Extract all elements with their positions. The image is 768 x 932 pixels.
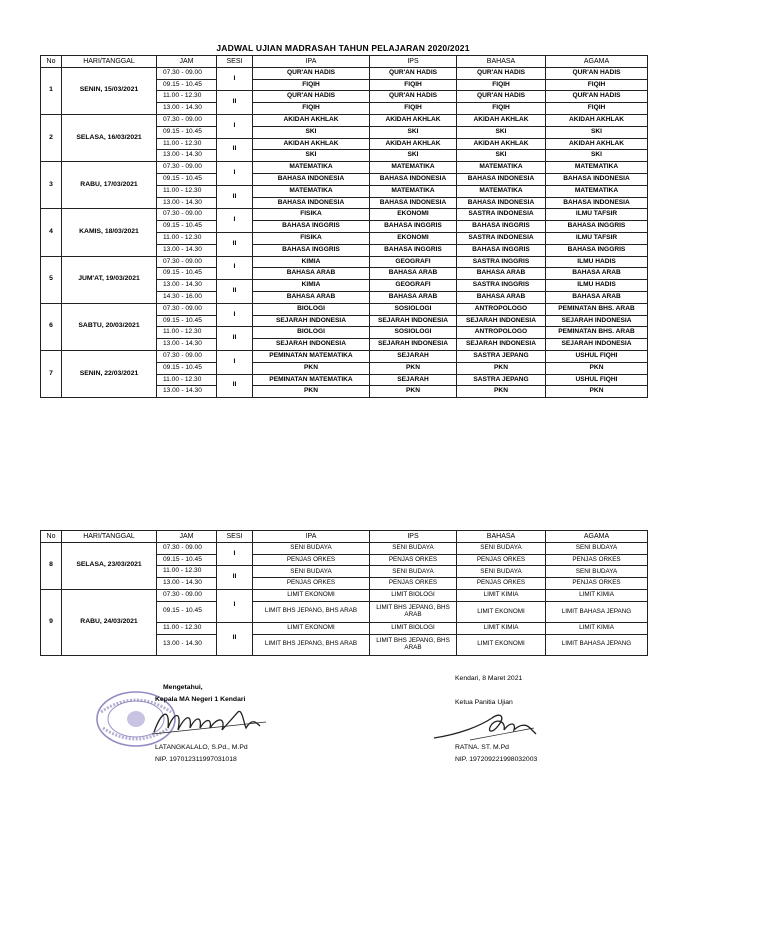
subject-bahasa: SASTRA JEPANG bbox=[457, 350, 546, 362]
time-slot: 11.00 - 12.30 bbox=[157, 374, 217, 386]
subject-agama: PEMINATAN BHS. ARAB bbox=[546, 327, 648, 339]
column-header: BAHASA bbox=[457, 531, 546, 543]
subject-agama: PENJAS ORKES bbox=[546, 578, 648, 590]
subject-agama: SENI BUDAYA bbox=[546, 566, 648, 578]
subject-ipa: SEJARAH INDONESIA bbox=[253, 315, 370, 327]
subject-agama: ILMU HADIS bbox=[546, 256, 648, 268]
subject-ips: SENI BUDAYA bbox=[370, 566, 457, 578]
subject-ips: LIMIT BIOLOGI bbox=[370, 589, 457, 601]
subject-ips: BAHASA INGGRIS bbox=[370, 244, 457, 256]
time-slot: 11.00 - 12.30 bbox=[157, 185, 217, 197]
subject-ipa: SKI bbox=[253, 126, 370, 138]
subject-ips: BAHASA INDONESIA bbox=[370, 173, 457, 185]
subject-ips: GEOGRAFI bbox=[370, 280, 457, 292]
subject-ipa: SEJARAH INDONESIA bbox=[253, 339, 370, 351]
time-slot: 07.30 - 09.00 bbox=[157, 350, 217, 362]
session-number: I bbox=[217, 589, 253, 622]
subject-ipa: LIMIT BHS JEPANG, BHS ARAB bbox=[253, 634, 370, 655]
subject-agama: USHUL FIQHI bbox=[546, 350, 648, 362]
subject-agama: ILMU HADIS bbox=[546, 280, 648, 292]
subject-agama: FIQIH bbox=[546, 79, 648, 91]
subject-agama: BAHASA ARAB bbox=[546, 268, 648, 280]
time-slot: 13.00 - 14.30 bbox=[157, 103, 217, 115]
subject-ips: SOSIOLOGI bbox=[370, 303, 457, 315]
column-header: BAHASA bbox=[457, 56, 546, 68]
committee-role: Ketua Panitia Ujian bbox=[455, 699, 513, 706]
subject-ipa: FISIKA bbox=[253, 209, 370, 221]
subject-ipa: MATEMATIKA bbox=[253, 185, 370, 197]
subject-ipa: LIMIT EKONOMI bbox=[253, 622, 370, 634]
day-date: SELASA, 16/03/2021 bbox=[62, 114, 157, 161]
session-number: I bbox=[217, 209, 253, 233]
header-row bbox=[41, 56, 648, 68]
subject-ipa: QUR'AN HADIS bbox=[253, 91, 370, 103]
time-slot: 09.15 - 10.45 bbox=[157, 126, 217, 138]
subject-bahasa: BAHASA INGGRIS bbox=[457, 244, 546, 256]
subject-ipa: MATEMATIKA bbox=[253, 162, 370, 174]
subject-bahasa: MATEMATIKA bbox=[457, 185, 546, 197]
time-slot: 11.00 - 12.30 bbox=[157, 138, 217, 150]
acknowledged-label: Mengetahui, bbox=[163, 684, 203, 691]
schedule-table-2 bbox=[40, 530, 648, 656]
subject-agama: ILMU TAFSIR bbox=[546, 209, 648, 221]
table-row bbox=[41, 67, 648, 79]
subject-agama: SENI BUDAYA bbox=[546, 542, 648, 554]
subject-ipa: SENI BUDAYA bbox=[253, 542, 370, 554]
subject-ips: MATEMATIKA bbox=[370, 162, 457, 174]
committee-signature bbox=[430, 708, 540, 742]
subject-agama: BAHASA INGGRIS bbox=[546, 221, 648, 233]
subject-agama: MATEMATIKA bbox=[546, 185, 648, 197]
subject-bahasa: PKN bbox=[457, 362, 546, 374]
subject-agama: BAHASA INDONESIA bbox=[546, 197, 648, 209]
subject-ipa: KIMIA bbox=[253, 280, 370, 292]
table-row bbox=[41, 114, 648, 126]
session-number: II bbox=[217, 232, 253, 256]
subject-bahasa: BAHASA ARAB bbox=[457, 291, 546, 303]
time-slot: 07.30 - 09.00 bbox=[157, 542, 217, 554]
day-number: 5 bbox=[41, 256, 62, 303]
subject-ips: QUR'AN HADIS bbox=[370, 91, 457, 103]
committee-name: RATNA. ST. M.Pd bbox=[455, 744, 509, 751]
subject-bahasa: SASTRA JEPANG bbox=[457, 374, 546, 386]
subject-agama: PKN bbox=[546, 386, 648, 398]
page-title: JADWAL UJIAN MADRASAH TAHUN PELAJARAN 2020/2021 bbox=[216, 43, 470, 53]
day-date: JUM'AT, 19/03/2021 bbox=[62, 256, 157, 303]
subject-ipa: FIQIH bbox=[253, 79, 370, 91]
subject-ipa: BAHASA INDONESIA bbox=[253, 173, 370, 185]
subject-agama: SEJARAH INDONESIA bbox=[546, 339, 648, 351]
session-number: II bbox=[217, 138, 253, 162]
subject-ips: SENI BUDAYA bbox=[370, 542, 457, 554]
subject-agama: AKIDAH AKHLAK bbox=[546, 138, 648, 150]
session-number: II bbox=[217, 91, 253, 115]
subject-ips: BAHASA ARAB bbox=[370, 291, 457, 303]
subject-bahasa: SASTRA INGGRIS bbox=[457, 280, 546, 292]
subject-ipa: BIOLOGI bbox=[253, 303, 370, 315]
day-date: SENIN, 15/03/2021 bbox=[62, 67, 157, 114]
subject-ipa: KIMIA bbox=[253, 256, 370, 268]
subject-ips: LIMIT BHS JEPANG, BHS ARAB bbox=[370, 634, 457, 655]
time-slot: 09.15 - 10.45 bbox=[157, 173, 217, 185]
subject-bahasa: ANTROPOLOGO bbox=[457, 327, 546, 339]
subject-bahasa: SEJARAH INDONESIA bbox=[457, 339, 546, 351]
table-row bbox=[41, 589, 648, 601]
subject-agama: PEMINATAN BHS. ARAB bbox=[546, 303, 648, 315]
headmaster-signature bbox=[148, 704, 268, 738]
subject-agama: LIMIT KIMIA bbox=[546, 622, 648, 634]
subject-bahasa: QUR'AN HADIS bbox=[457, 67, 546, 79]
day-number: 4 bbox=[41, 209, 62, 256]
subject-agama: ILMU TAFSIR bbox=[546, 232, 648, 244]
subject-ipa: FIQIH bbox=[253, 103, 370, 115]
session-number: I bbox=[217, 67, 253, 91]
headmaster-nip: NIP. 197012311997031018 bbox=[155, 756, 237, 763]
time-slot: 09.15 - 10.45 bbox=[157, 221, 217, 233]
subject-bahasa: BAHASA INDONESIA bbox=[457, 197, 546, 209]
time-slot: 13.00 - 14.30 bbox=[157, 244, 217, 256]
time-slot: 07.30 - 09.00 bbox=[157, 67, 217, 79]
subject-agama: AKIDAH AKHLAK bbox=[546, 114, 648, 126]
subject-ipa: SKI bbox=[253, 150, 370, 162]
day-date: SABTU, 20/03/2021 bbox=[62, 303, 157, 350]
time-slot: 09.15 - 10.45 bbox=[157, 554, 217, 566]
time-slot: 07.30 - 09.00 bbox=[157, 589, 217, 601]
subject-agama: QUR'AN HADIS bbox=[546, 91, 648, 103]
session-number: II bbox=[217, 185, 253, 209]
subject-ipa: LIMIT BHS JEPANG, BHS ARAB bbox=[253, 601, 370, 622]
subject-bahasa: SASTRA INDONESIA bbox=[457, 232, 546, 244]
subject-ipa: AKIDAH AKHLAK bbox=[253, 114, 370, 126]
subject-bahasa: SKI bbox=[457, 126, 546, 138]
subject-agama: LIMIT BAHASA JEPANG bbox=[546, 601, 648, 622]
column-header: No bbox=[41, 531, 62, 543]
subject-ips: SKI bbox=[370, 126, 457, 138]
subject-ips: AKIDAH AKHLAK bbox=[370, 114, 457, 126]
subject-bahasa: LIMIT EKONOMI bbox=[457, 634, 546, 655]
subject-bahasa: AKIDAH AKHLAK bbox=[457, 114, 546, 126]
subject-bahasa: MATEMATIKA bbox=[457, 162, 546, 174]
subject-ips: FIQIH bbox=[370, 103, 457, 115]
subject-agama: BAHASA INGGRIS bbox=[546, 244, 648, 256]
session-number: I bbox=[217, 256, 253, 280]
subject-ips: MATEMATIKA bbox=[370, 185, 457, 197]
time-slot: 09.15 - 10.45 bbox=[157, 362, 217, 374]
subject-agama: LIMIT BAHASA JEPANG bbox=[546, 634, 648, 655]
time-slot: 07.30 - 09.00 bbox=[157, 303, 217, 315]
subject-ips: PENJAS ORKES bbox=[370, 578, 457, 590]
subject-bahasa: LIMIT KIMIA bbox=[457, 622, 546, 634]
subject-bahasa: PENJAS ORKES bbox=[457, 554, 546, 566]
subject-ipa: BIOLOGI bbox=[253, 327, 370, 339]
column-header: AGAMA bbox=[546, 56, 648, 68]
subject-bahasa: SENI BUDAYA bbox=[457, 566, 546, 578]
column-header: SESI bbox=[217, 531, 253, 543]
subject-ipa: BAHASA INDONESIA bbox=[253, 197, 370, 209]
session-number: II bbox=[217, 566, 253, 590]
column-header: IPA bbox=[253, 531, 370, 543]
time-slot: 09.15 - 10.45 bbox=[157, 315, 217, 327]
column-header: HARI/TANGGAL bbox=[62, 531, 157, 543]
subject-ipa: PEMINATAN MATEMATIKA bbox=[253, 350, 370, 362]
subject-bahasa: LIMIT KIMIA bbox=[457, 589, 546, 601]
subject-agama: SKI bbox=[546, 150, 648, 162]
subject-ips: EKONOMI bbox=[370, 209, 457, 221]
subject-ips: QUR'AN HADIS bbox=[370, 67, 457, 79]
subject-agama: BAHASA INDONESIA bbox=[546, 173, 648, 185]
subject-agama: QUR'AN HADIS bbox=[546, 67, 648, 79]
table-row bbox=[41, 162, 648, 174]
subject-ipa: PKN bbox=[253, 386, 370, 398]
subject-bahasa: BAHASA INGGRIS bbox=[457, 221, 546, 233]
subject-ipa: PENJAS ORKES bbox=[253, 554, 370, 566]
table-row bbox=[41, 256, 648, 268]
subject-ipa: AKIDAH AKHLAK bbox=[253, 138, 370, 150]
column-header: JAM bbox=[157, 531, 217, 543]
column-header: JAM bbox=[157, 56, 217, 68]
subject-ipa: BAHASA INGGRIS bbox=[253, 221, 370, 233]
time-slot: 13.00 - 14.30 bbox=[157, 578, 217, 590]
time-slot: 14.30 - 16.00 bbox=[157, 291, 217, 303]
time-slot: 09.15 - 10.45 bbox=[157, 79, 217, 91]
table-row bbox=[41, 303, 648, 315]
time-slot: 11.00 - 12.30 bbox=[157, 566, 217, 578]
subject-bahasa: SENI BUDAYA bbox=[457, 542, 546, 554]
subject-ips: PKN bbox=[370, 386, 457, 398]
time-slot: 13.00 - 14.30 bbox=[157, 197, 217, 209]
time-slot: 13.00 - 14.30 bbox=[157, 339, 217, 351]
subject-agama: PKN bbox=[546, 362, 648, 374]
header-row bbox=[41, 531, 648, 543]
subject-bahasa: FIQIH bbox=[457, 79, 546, 91]
column-header: AGAMA bbox=[546, 531, 648, 543]
subject-agama: SEJARAH INDONESIA bbox=[546, 315, 648, 327]
subject-ipa: FISIKA bbox=[253, 232, 370, 244]
time-slot: 07.30 - 09.00 bbox=[157, 114, 217, 126]
session-number: II bbox=[217, 622, 253, 655]
day-number: 7 bbox=[41, 350, 62, 397]
subject-ipa: QUR'AN HADIS bbox=[253, 67, 370, 79]
subject-ips: SEJARAH bbox=[370, 374, 457, 386]
day-number: 8 bbox=[41, 542, 62, 589]
subject-ipa: LIMIT EKONOMI bbox=[253, 589, 370, 601]
day-date: SENIN, 22/03/2021 bbox=[62, 350, 157, 397]
subject-bahasa: SKI bbox=[457, 150, 546, 162]
time-slot: 09.15 - 10.45 bbox=[157, 601, 217, 622]
subject-bahasa: BAHASA ARAB bbox=[457, 268, 546, 280]
headmaster-title: Kepala MA Negeri 1 Kendari bbox=[155, 696, 246, 703]
column-header: No bbox=[41, 56, 62, 68]
session-number: I bbox=[217, 114, 253, 138]
subject-ipa: SENI BUDAYA bbox=[253, 566, 370, 578]
subject-agama: LIMIT KIMIA bbox=[546, 589, 648, 601]
session-number: I bbox=[217, 162, 253, 186]
subject-bahasa: PENJAS ORKES bbox=[457, 578, 546, 590]
place-date: Kendari, 8 Maret 2021 bbox=[455, 675, 523, 682]
subject-agama: FIQIH bbox=[546, 103, 648, 115]
column-header: IPS bbox=[370, 531, 457, 543]
subject-ips: AKIDAH AKHLAK bbox=[370, 138, 457, 150]
subject-bahasa: QUR'AN HADIS bbox=[457, 91, 546, 103]
subject-bahasa: FIQIH bbox=[457, 103, 546, 115]
subject-ips: GEOGRAFI bbox=[370, 256, 457, 268]
time-slot: 13.00 - 14.30 bbox=[157, 150, 217, 162]
subject-ipa: BAHASA ARAB bbox=[253, 291, 370, 303]
session-number: I bbox=[217, 350, 253, 374]
time-slot: 11.00 - 12.30 bbox=[157, 232, 217, 244]
subject-agama: SKI bbox=[546, 126, 648, 138]
day-date: RABU, 17/03/2021 bbox=[62, 162, 157, 209]
subject-ips: SKI bbox=[370, 150, 457, 162]
subject-bahasa: SEJARAH INDONESIA bbox=[457, 315, 546, 327]
subject-bahasa: LIMIT EKONOMI bbox=[457, 601, 546, 622]
subject-ips: LIMIT BHS JEPANG, BHS ARAB bbox=[370, 601, 457, 622]
day-number: 2 bbox=[41, 114, 62, 161]
subject-ips: BAHASA ARAB bbox=[370, 268, 457, 280]
day-date: KAMIS, 18/03/2021 bbox=[62, 209, 157, 256]
subject-ipa: PENJAS ORKES bbox=[253, 578, 370, 590]
subject-bahasa: ANTROPOLOGO bbox=[457, 303, 546, 315]
subject-agama: USHUL FIQHI bbox=[546, 374, 648, 386]
column-header: IPA bbox=[253, 56, 370, 68]
column-header: HARI/TANGGAL bbox=[62, 56, 157, 68]
session-number: I bbox=[217, 542, 253, 566]
day-number: 1 bbox=[41, 67, 62, 114]
subject-ipa: BAHASA INGGRIS bbox=[253, 244, 370, 256]
subject-ips: SEJARAH INDONESIA bbox=[370, 315, 457, 327]
day-date: RABU, 24/03/2021 bbox=[62, 589, 157, 655]
subject-ips: FIQIH bbox=[370, 79, 457, 91]
time-slot: 11.00 - 12.30 bbox=[157, 91, 217, 103]
time-slot: 11.00 - 12.30 bbox=[157, 622, 217, 634]
session-number: I bbox=[217, 303, 253, 327]
time-slot: 07.30 - 09.00 bbox=[157, 162, 217, 174]
time-slot: 07.30 - 09.00 bbox=[157, 256, 217, 268]
day-number: 3 bbox=[41, 162, 62, 209]
subject-ips: PKN bbox=[370, 362, 457, 374]
day-number: 9 bbox=[41, 589, 62, 655]
committee-nip: NIP. 197209221998032003 bbox=[455, 756, 538, 763]
subject-bahasa: BAHASA INDONESIA bbox=[457, 173, 546, 185]
subject-ips: SOSIOLOGI bbox=[370, 327, 457, 339]
subject-ips: SEJARAH bbox=[370, 350, 457, 362]
column-header: SESI bbox=[217, 56, 253, 68]
table-row bbox=[41, 350, 648, 362]
subject-ips: LIMIT BIOLOGI bbox=[370, 622, 457, 634]
subject-bahasa: AKIDAH AKHLAK bbox=[457, 138, 546, 150]
subject-bahasa: SASTRA INDONESIA bbox=[457, 209, 546, 221]
session-number: II bbox=[217, 280, 253, 304]
session-number: II bbox=[217, 374, 253, 398]
schedule-table-1 bbox=[40, 55, 648, 398]
time-slot: 13.00 - 14.30 bbox=[157, 386, 217, 398]
day-number: 6 bbox=[41, 303, 62, 350]
session-number: II bbox=[217, 327, 253, 351]
subject-agama: BAHASA ARAB bbox=[546, 291, 648, 303]
subject-agama: MATEMATIKA bbox=[546, 162, 648, 174]
subject-ipa: BAHASA ARAB bbox=[253, 268, 370, 280]
subject-agama: PENJAS ORKES bbox=[546, 554, 648, 566]
subject-ips: EKONOMI bbox=[370, 232, 457, 244]
table-row bbox=[41, 209, 648, 221]
subject-bahasa: SASTRA INGGRIS bbox=[457, 256, 546, 268]
time-slot: 13.00 - 14.30 bbox=[157, 634, 217, 655]
time-slot: 11.00 - 12.30 bbox=[157, 327, 217, 339]
time-slot: 09.15 - 10.45 bbox=[157, 268, 217, 280]
subject-bahasa: PKN bbox=[457, 386, 546, 398]
time-slot: 13.00 - 14.30 bbox=[157, 280, 217, 292]
subject-ipa: PEMINATAN MATEMATIKA bbox=[253, 374, 370, 386]
column-header: IPS bbox=[370, 56, 457, 68]
subject-ips: BAHASA INDONESIA bbox=[370, 197, 457, 209]
subject-ips: BAHASA INGGRIS bbox=[370, 221, 457, 233]
time-slot: 07.30 - 09.00 bbox=[157, 209, 217, 221]
day-date: SELASA, 23/03/2021 bbox=[62, 542, 157, 589]
subject-ipa: PKN bbox=[253, 362, 370, 374]
headmaster-name: LATANGKALALO, S.Pd., M.Pd bbox=[155, 744, 248, 751]
table-row bbox=[41, 542, 648, 554]
subject-ips: PENJAS ORKES bbox=[370, 554, 457, 566]
subject-ips: SEJARAH INDONESIA bbox=[370, 339, 457, 351]
